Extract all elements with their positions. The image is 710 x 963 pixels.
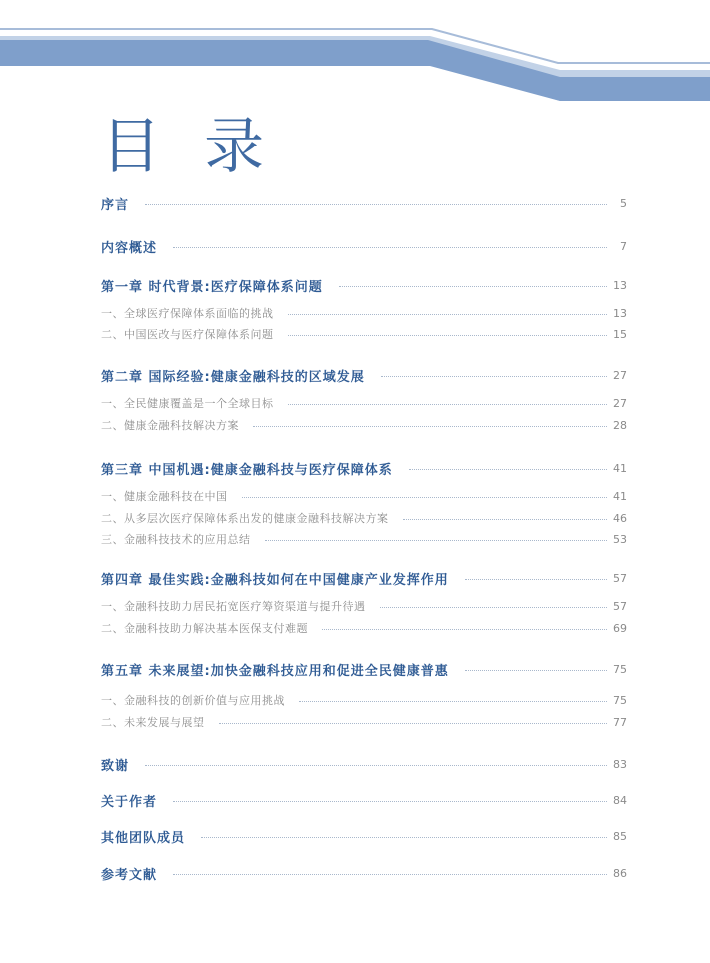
toc-entry-chapter-4[interactable] (101, 569, 627, 588)
toc-page-number: 86 (613, 867, 627, 880)
leader-dots (322, 629, 607, 630)
toc-page-number: 5 (620, 197, 627, 210)
toc-entry-chapter-5[interactable] (101, 660, 627, 679)
toc-label: 内容概述 (101, 241, 158, 256)
page-title: 目 录 (101, 112, 277, 182)
toc-page-number: 27 (613, 369, 627, 382)
header-banner (0, 0, 710, 110)
leader-dots (265, 540, 608, 541)
leader-dots (409, 469, 607, 470)
toc-entry-team[interactable] (101, 827, 627, 846)
toc-entry-ch4-sec2[interactable] (101, 620, 627, 636)
toc-label: 一、全球医疗保障体系面临的挑战 (101, 307, 274, 320)
toc-page-number: 46 (613, 511, 627, 525)
leader-dots (465, 670, 607, 671)
toc-page-number: 57 (613, 572, 627, 585)
toc-label: 参考文献 (101, 868, 158, 883)
toc-page-number: 28 (613, 418, 627, 432)
toc-label: 二、金融科技助力解决基本医保支付难题 (101, 622, 308, 635)
leader-dots (145, 765, 607, 766)
toc-page-number: 13 (613, 279, 627, 292)
toc-label: 第一章 时代背景:医疗保障体系问题 (101, 280, 323, 295)
toc-label: 三、金融科技技术的应用总结 (101, 533, 251, 546)
toc-page-number: 84 (613, 794, 627, 807)
toc-entry-authors[interactable] (101, 791, 627, 810)
toc-page-number: 69 (613, 621, 627, 635)
leader-dots (465, 579, 607, 580)
toc-label: 二、中国医改与医疗保障体系问题 (101, 328, 274, 341)
leader-dots (253, 426, 607, 427)
toc-label: 一、全民健康覆盖是一个全球目标 (101, 397, 274, 410)
toc-page-number: 41 (613, 489, 627, 503)
toc-entry-thanks[interactable] (101, 755, 627, 774)
toc-entry-chapter-2[interactable] (101, 366, 627, 385)
toc-entry-ch5-sec2[interactable] (101, 714, 627, 730)
leader-dots (173, 247, 607, 248)
toc-page-number: 75 (613, 693, 627, 707)
toc-entry-ch5-sec1[interactable] (101, 692, 627, 708)
toc-label: 二、从多层次医疗保障体系出发的健康金融科技解决方案 (101, 512, 389, 525)
leader-dots (201, 837, 607, 838)
toc-label: 第五章 未来展望:加快金融科技应用和促进全民健康普惠 (101, 664, 449, 679)
toc-label: 第二章 国际经验:健康金融科技的区域发展 (101, 370, 365, 385)
toc-label: 第三章 中国机遇:健康金融科技与医疗保障体系 (101, 463, 393, 478)
leader-dots (145, 204, 607, 205)
toc-page-number: 85 (613, 830, 627, 843)
toc-page-number: 77 (613, 715, 627, 729)
toc-label: 二、健康金融科技解决方案 (101, 419, 239, 432)
toc-entry-ch3-sec3[interactable] (101, 531, 627, 547)
toc-entry-ch2-sec1[interactable] (101, 395, 627, 411)
toc-entry-chapter-3[interactable] (101, 459, 627, 478)
leader-dots (242, 497, 608, 498)
leader-dots (299, 701, 607, 702)
toc-label: 第四章 最佳实践:金融科技如何在中国健康产业发挥作用 (101, 573, 449, 588)
leader-dots (288, 335, 608, 336)
toc-label: 致谢 (101, 759, 130, 774)
leader-dots (219, 723, 608, 724)
toc-label: 一、金融科技的创新价值与应用挑战 (101, 694, 285, 707)
toc-page-number: 53 (613, 532, 627, 546)
leader-dots (173, 801, 607, 802)
leader-dots (173, 874, 607, 875)
leader-dots (403, 519, 608, 520)
leader-dots (381, 376, 607, 377)
toc-page-number: 41 (613, 462, 627, 475)
toc-page-number: 57 (613, 599, 627, 613)
toc-page-number: 15 (613, 327, 627, 341)
toc-entry-references[interactable] (101, 864, 627, 883)
toc-entry-ch4-sec1[interactable] (101, 598, 627, 614)
toc-entry-ch1-sec2[interactable] (101, 326, 627, 342)
toc-entry-chapter-1[interactable] (101, 276, 627, 295)
toc-label: 序言 (101, 198, 130, 213)
toc-entry-summary[interactable] (101, 237, 627, 256)
toc-label: 一、健康金融科技在中国 (101, 490, 228, 503)
toc-entry-ch2-sec2[interactable] (101, 417, 627, 433)
toc-page-number: 13 (613, 306, 627, 320)
toc-entry-ch1-sec1[interactable] (101, 305, 627, 321)
toc-page-number: 75 (613, 663, 627, 676)
toc-entry-ch3-sec1[interactable] (101, 488, 627, 504)
leader-dots (380, 607, 608, 608)
toc-label: 关于作者 (101, 795, 158, 810)
toc-page-number: 83 (613, 758, 627, 771)
toc-entry-preface[interactable] (101, 194, 627, 213)
leader-dots (288, 404, 608, 405)
toc-label: 其他团队成员 (101, 831, 186, 846)
leader-dots (288, 314, 608, 315)
toc-label: 一、金融科技助力居民拓宽医疗筹资渠道与提升待遇 (101, 600, 366, 613)
leader-dots (339, 286, 607, 287)
toc-entry-ch3-sec2[interactable] (101, 510, 627, 526)
toc-page-number: 7 (620, 240, 627, 253)
toc-page-number: 27 (613, 396, 627, 410)
toc-label: 二、未来发展与展望 (101, 716, 205, 729)
